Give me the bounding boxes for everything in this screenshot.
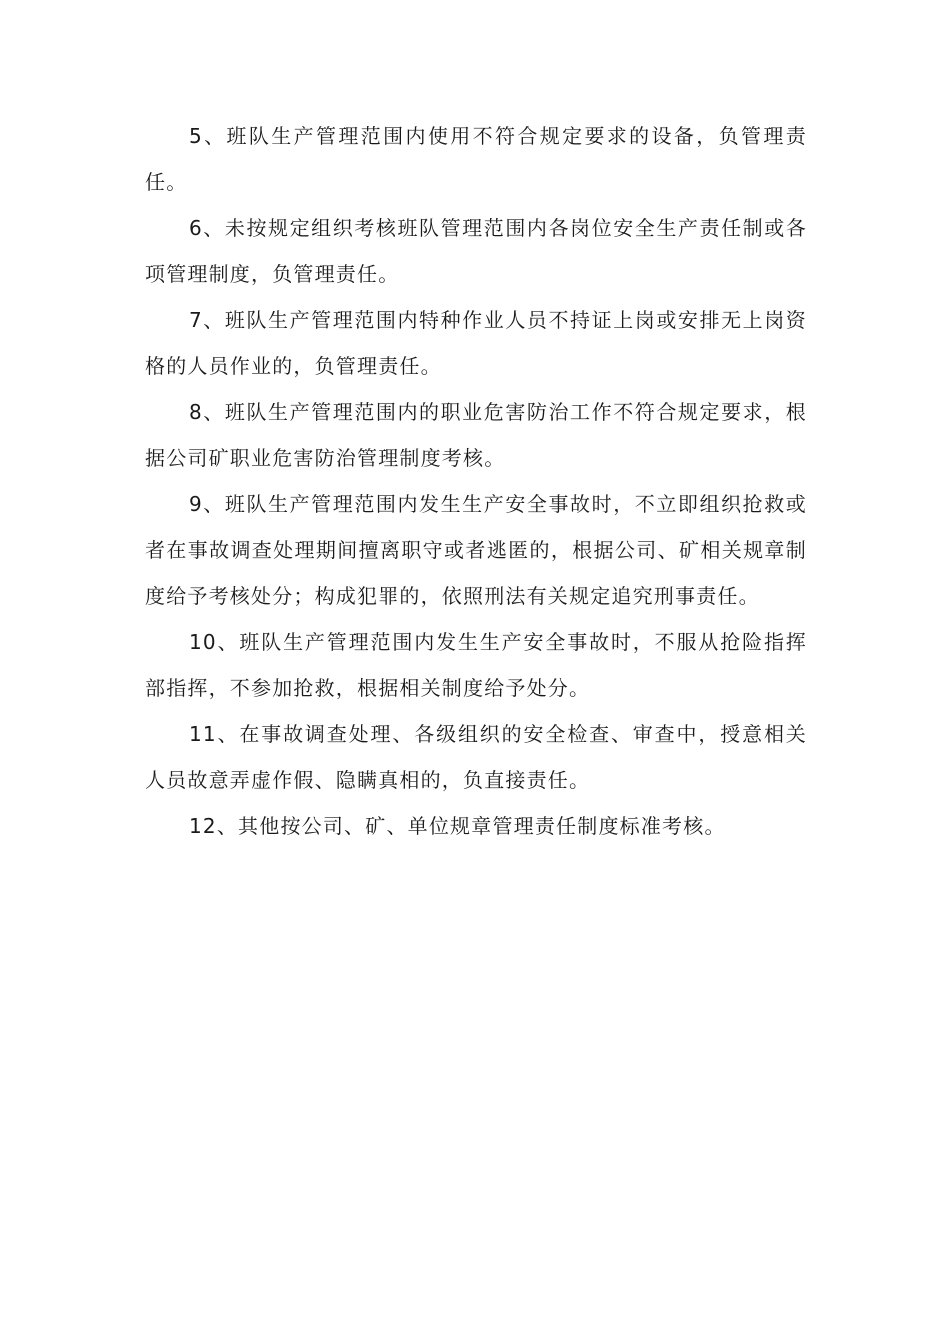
- paragraph-item-12: 12、其他按公司、矿、单位规章管理责任制度标准考核。: [189, 814, 726, 838]
- paragraph-item-11: 11、在事故调查处理、各级组织的安全检查、审查中，授意相关人员故意弄虚作假、隐瞒真相的，负直接责任。: [145, 722, 807, 792]
- paragraph-item-6: 6、未按规定组织考核班队管理范围内各岗位安全生产责任制或各项管理制度，负管理责任。: [145, 216, 807, 286]
- paragraph-item-10: 10、班队生产管理范围内发生生产安全事故时，不服从抢险指挥部指挥，不参加抢救，根据相关制度给予处分。: [145, 630, 807, 700]
- paragraph-item-9: 9、班队生产管理范围内发生生产安全事故时，不立即组织抢救或者在事故调查处理期间擅离职守或者逃匿的，根据公司、矿相关规章制度给予考核处分；构成犯罪的，依照刑法有关规定追究刑事责任。: [145, 492, 807, 608]
- document-body: [145, 113, 807, 849]
- paragraph-item-5: 5、班队生产管理范围内使用不符合规定要求的设备，负管理责任。: [145, 124, 807, 194]
- paragraph-item-7: 7、班队生产管理范围内特种作业人员不持证上岗或安排无上岗资格的人员作业的，负管理责任。: [145, 308, 807, 378]
- paragraph-item-8: 8、班队生产管理范围内的职业危害防治工作不符合规定要求，根据公司矿职业危害防治管理制度考核。: [145, 400, 807, 470]
